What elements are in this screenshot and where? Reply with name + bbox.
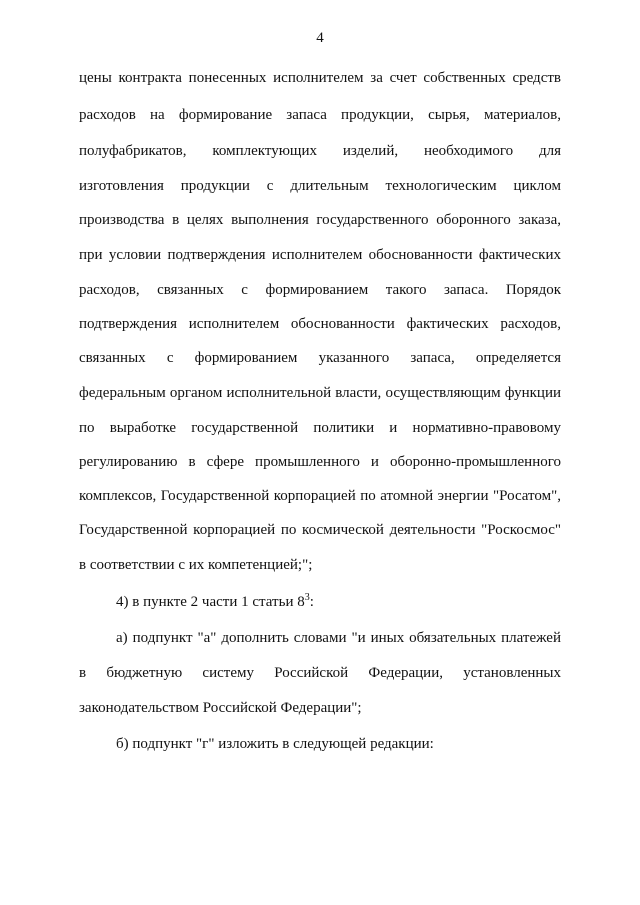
text-line: расходов на формирование запаса продукции, сырья, материалов, (79, 107, 561, 123)
item-4-superscript: 3 (304, 592, 310, 603)
text-line: подтверждения исполнителем обоснованности фактических расходов, (79, 316, 561, 332)
text-line: по выработке государственной политики и нормативно-правовому (79, 420, 561, 436)
item-4-suffix: : (309, 594, 314, 610)
text-line: при условии подтверждения исполнителем обоснованности фактических (79, 247, 561, 263)
text-line: регулированию в сфере промышленного и оборонно-промышленного (79, 454, 561, 470)
text-line: федеральным органом исполнительной власти, осуществляющим функции (79, 385, 561, 401)
text-line: комплексов, Государственной корпорацией по атомной энергии "Росатом", (79, 488, 561, 504)
item-b: б) подпункт "г" изложить в следующей редакции: (116, 736, 434, 752)
item-a-line: законодательством Российской Федерации"; (79, 700, 362, 716)
text-line: расходов, связанных с формированием такого запаса. Порядок (79, 282, 561, 298)
text-line: полуфабрикатов, комплектующих изделий, необходимого для (79, 143, 561, 159)
item-4-text: 4) в пункте 2 части 1 статьи 8 (116, 594, 305, 610)
text-line: производства в целях выполнения государственного оборонного заказа, (79, 212, 561, 228)
item-4 (116, 592, 561, 612)
text-line: связанных с формированием указанного запаса, определяется (79, 350, 561, 366)
text-line: цены контракта понесенных исполнителем за счет собственных средств (79, 70, 561, 86)
text-line: Государственной корпорацией по космической деятельности "Роскосмос" (79, 522, 561, 538)
page-number: 4 (316, 30, 324, 46)
item-a-line: в бюджетную систему Российской Федерации, установленных (79, 665, 561, 681)
text-line: в соответствии с их компетенцией;"; (79, 557, 313, 573)
text-line: изготовления продукции с длительным технологическим циклом (79, 178, 561, 194)
item-a-line: а) подпункт "а" дополнить словами "и иных обязательных платежей (116, 630, 561, 646)
